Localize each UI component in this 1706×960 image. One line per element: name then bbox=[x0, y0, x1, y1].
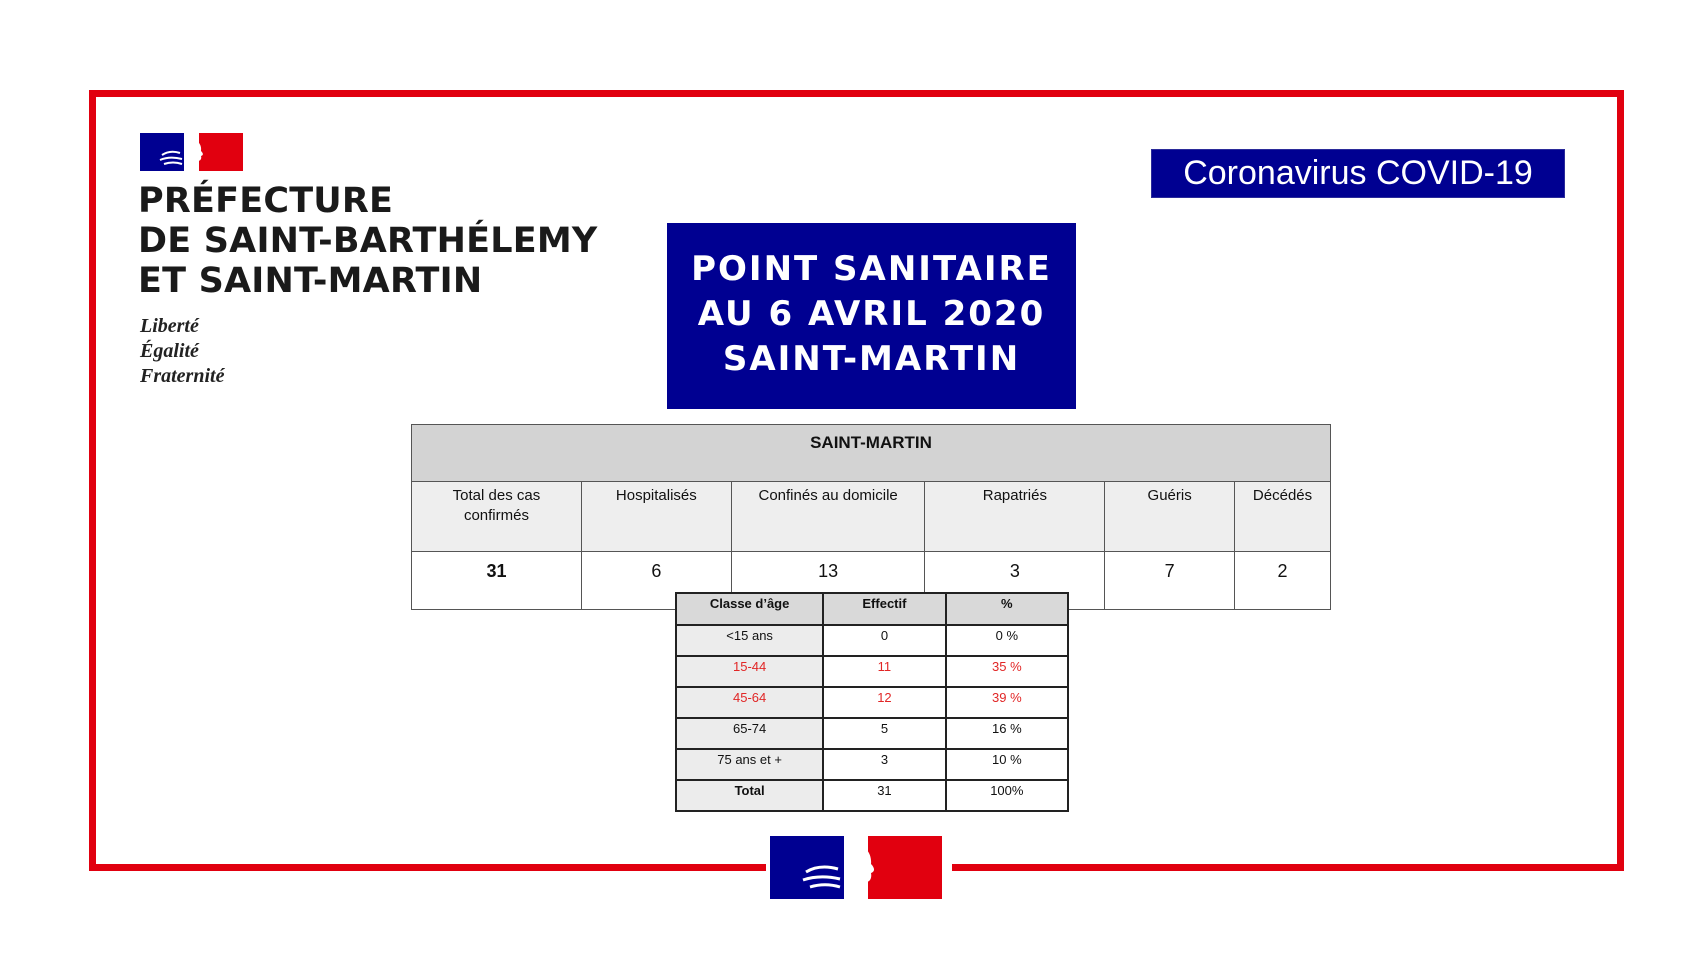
header-gueris: Guéris bbox=[1105, 482, 1235, 552]
age-class: 75 ans et + bbox=[676, 749, 823, 780]
age-class: <15 ans bbox=[676, 625, 823, 656]
covid-badge: Coronavirus COVID-19 bbox=[1152, 150, 1564, 197]
marianne-logo-icon bbox=[140, 133, 243, 171]
motto bbox=[140, 314, 224, 389]
point-line-1: POINT SANITAIRE bbox=[691, 249, 1052, 289]
age-class: 15-44 bbox=[676, 656, 823, 687]
table-row bbox=[676, 749, 1068, 780]
age-pct: 39 % bbox=[946, 687, 1068, 718]
age-effectif: 3 bbox=[823, 749, 945, 780]
age-pct: 10 % bbox=[946, 749, 1068, 780]
prefecture-title: PRÉFECTURE DE SAINT-BARTHÉLEMY ET SAINT-MARTIN bbox=[138, 181, 598, 301]
age-effectif: 5 bbox=[823, 718, 945, 749]
point-line-3: SAINT-MARTIN bbox=[722, 339, 1021, 379]
motto-egalite: Égalité bbox=[140, 340, 199, 362]
age-class: 45-64 bbox=[676, 687, 823, 718]
age-effectif: 11 bbox=[823, 656, 945, 687]
value-rapatries: 3 bbox=[925, 552, 1105, 610]
age-effectif: 0 bbox=[823, 625, 945, 656]
age-pct: 16 % bbox=[946, 718, 1068, 749]
point-sanitaire-box bbox=[667, 223, 1076, 409]
value-decedes: 2 bbox=[1235, 552, 1331, 610]
header-hospitalises: Hospitalisés bbox=[581, 482, 731, 552]
age-effectif: 12 bbox=[823, 687, 945, 718]
header-classe-age: Classe d’âge bbox=[676, 593, 823, 625]
value-total-cas: 31 bbox=[412, 552, 582, 610]
point-line-2: AU 6 AVRIL 2020 bbox=[697, 294, 1046, 334]
age-pct: 0 % bbox=[946, 625, 1068, 656]
table-row-total bbox=[676, 780, 1068, 811]
age-class: 65-74 bbox=[676, 718, 823, 749]
header-decedes: Décédés bbox=[1235, 482, 1331, 552]
motto-fraternite: Fraternité bbox=[140, 365, 225, 387]
age-pct: 100% bbox=[946, 780, 1068, 811]
header-pct: % bbox=[946, 593, 1068, 625]
summary-header-row bbox=[412, 482, 1331, 552]
header-rapatries: Rapatriés bbox=[925, 482, 1105, 552]
header-effectif: Effectif bbox=[823, 593, 945, 625]
table-row bbox=[676, 625, 1068, 656]
marianne-logo-icon bbox=[770, 836, 942, 899]
value-confines: 13 bbox=[731, 552, 925, 610]
region-header: SAINT-MARTIN bbox=[412, 425, 1331, 482]
header-confines: Confinés au domicile bbox=[731, 482, 925, 552]
table-row bbox=[676, 687, 1068, 718]
age-pct: 35 % bbox=[946, 656, 1068, 687]
age-table-header bbox=[676, 593, 1068, 625]
age-table bbox=[675, 592, 1069, 812]
table-row bbox=[676, 656, 1068, 687]
table-row bbox=[676, 718, 1068, 749]
age-class: Total bbox=[676, 780, 823, 811]
motto-liberte: Liberté bbox=[140, 315, 199, 337]
header-total-cas: Total des cas confirmés bbox=[412, 482, 582, 552]
summary-table bbox=[411, 424, 1331, 610]
value-hospitalises: 6 bbox=[581, 552, 731, 610]
value-gueris: 7 bbox=[1105, 552, 1235, 610]
age-effectif: 31 bbox=[823, 780, 945, 811]
